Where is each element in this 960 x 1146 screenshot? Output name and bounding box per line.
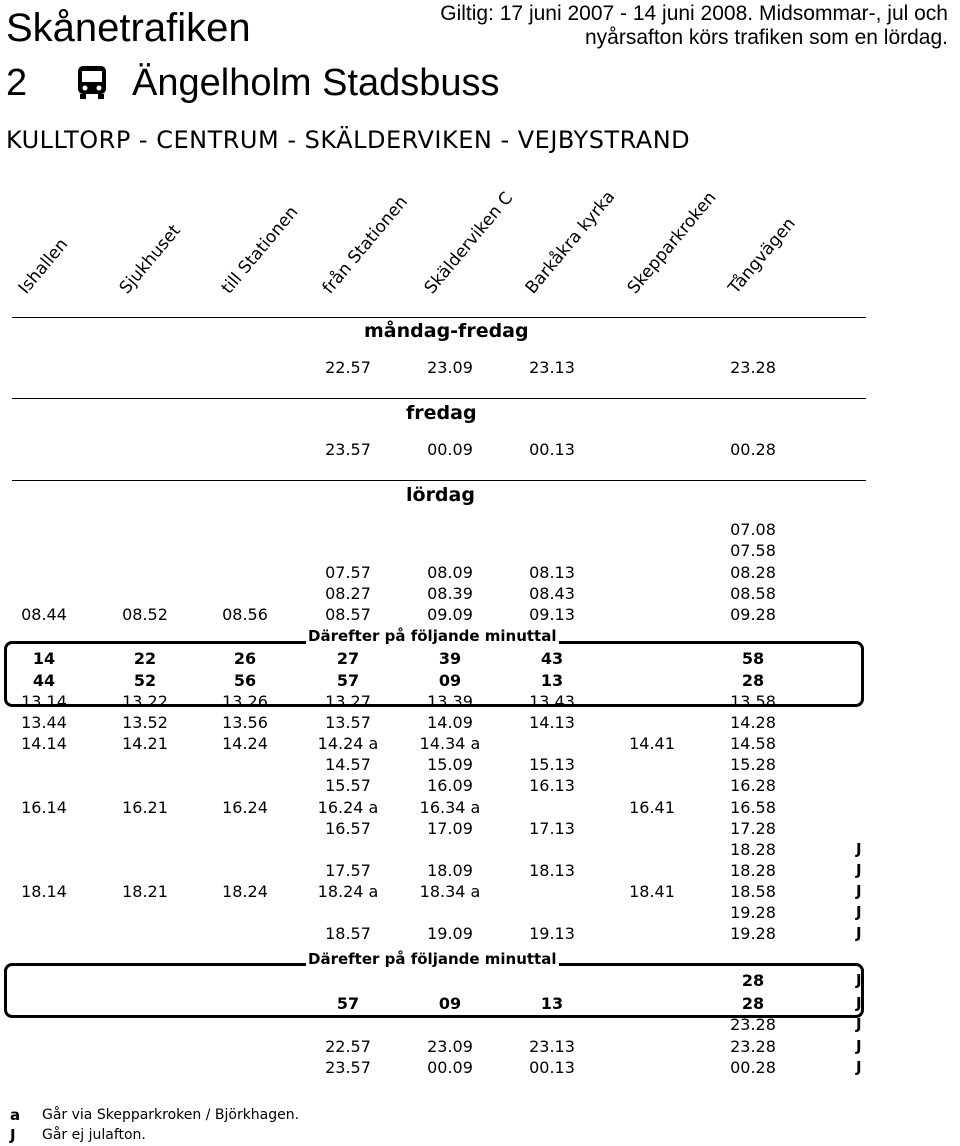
stop-header: Barkåkra kyrka bbox=[521, 187, 620, 298]
time-cell: 08.57 bbox=[325, 605, 371, 625]
time-cell: 18.21 bbox=[122, 881, 168, 901]
note-marker: J bbox=[856, 903, 862, 921]
time-cell: 08.43 bbox=[529, 583, 575, 603]
time-cell: 16.13 bbox=[529, 776, 575, 796]
time-cell: 08.09 bbox=[427, 562, 473, 582]
time-cell: 23.28 bbox=[730, 358, 776, 377]
time-cell: 13.27 bbox=[325, 692, 371, 711]
footnote-symbol: J bbox=[10, 1126, 16, 1144]
time-cell: 43 bbox=[540, 649, 564, 668]
note-marker: J bbox=[856, 971, 862, 989]
time-cell: 13.39 bbox=[427, 692, 473, 711]
time-cell: 14.57 bbox=[325, 755, 371, 775]
time-cell: 16.34 a bbox=[419, 797, 481, 817]
time-cell: 13.58 bbox=[730, 692, 776, 711]
time-cell: 13.44 bbox=[21, 713, 67, 733]
time-cell: 17.09 bbox=[427, 818, 473, 838]
time-cell: 56 bbox=[233, 671, 257, 690]
time-cell: 17.28 bbox=[730, 818, 776, 838]
time-cell: 44 bbox=[32, 671, 56, 690]
time-cell: 07.57 bbox=[325, 562, 371, 582]
divider bbox=[12, 317, 866, 318]
time-cell: 22.57 bbox=[325, 358, 371, 377]
time-cell: 08.58 bbox=[730, 583, 776, 603]
time-cell: 14 bbox=[32, 649, 56, 668]
note-marker: J bbox=[856, 1058, 862, 1076]
time-cell: 18.09 bbox=[427, 860, 473, 880]
time-cell: 09 bbox=[438, 993, 462, 1013]
time-cell: 09.13 bbox=[529, 605, 575, 625]
section-title-weekday: måndag-fredag bbox=[364, 320, 529, 342]
time-cell: 14.14 bbox=[21, 734, 67, 754]
line-name: Ängelholm Stadsbuss bbox=[132, 62, 500, 104]
time-cell: 52 bbox=[133, 671, 157, 690]
note-marker: J bbox=[856, 1036, 862, 1055]
time-cell: 13.26 bbox=[222, 692, 268, 711]
time-cell: 13.22 bbox=[122, 692, 168, 711]
time-cell: 57 bbox=[336, 993, 360, 1013]
time-cell: 22 bbox=[133, 649, 157, 668]
time-cell: 18.28 bbox=[730, 860, 776, 880]
stop-header: Ishallen bbox=[14, 234, 73, 298]
footnote-text: Går via Skepparkroken / Björkhagen. bbox=[42, 1107, 300, 1123]
time-cell: 16.21 bbox=[122, 797, 168, 817]
brand-name: Skånetrafiken bbox=[6, 6, 251, 50]
time-cell: 23.28 bbox=[730, 1036, 776, 1056]
time-cell: 00.09 bbox=[427, 440, 473, 459]
time-cell: 18.24 a bbox=[317, 881, 379, 901]
time-cell: 16.57 bbox=[325, 818, 371, 838]
stop-header: till Stationen bbox=[217, 202, 303, 298]
time-cell: 16.14 bbox=[21, 797, 67, 817]
time-cell: 13.52 bbox=[122, 713, 168, 733]
time-cell: 07.08 bbox=[730, 520, 776, 539]
time-cell: 15.57 bbox=[325, 776, 371, 796]
note-marker: J bbox=[856, 993, 862, 1012]
time-cell: 14.21 bbox=[122, 734, 168, 754]
time-cell: 23.57 bbox=[325, 1058, 371, 1077]
time-cell: 16.41 bbox=[629, 797, 675, 817]
time-cell: 16.28 bbox=[730, 776, 776, 796]
time-cell: 14.13 bbox=[529, 713, 575, 733]
time-cell: 57 bbox=[336, 671, 360, 690]
time-cell: 18.28 bbox=[730, 839, 776, 859]
time-cell: 08.39 bbox=[427, 583, 473, 603]
time-cell: 13.56 bbox=[222, 713, 268, 733]
time-cell: 16.24 a bbox=[317, 797, 379, 817]
time-cell: 28 bbox=[741, 993, 765, 1013]
line-number: 2 bbox=[6, 62, 28, 104]
note-marker: J bbox=[856, 860, 862, 879]
stop-header: Skepparkroken bbox=[623, 188, 721, 298]
time-cell: 16.58 bbox=[730, 797, 776, 817]
time-cell: 08.28 bbox=[730, 562, 776, 582]
time-cell: 13.43 bbox=[529, 692, 575, 711]
note-marker: J bbox=[856, 839, 862, 858]
time-cell: 14.28 bbox=[730, 713, 776, 733]
time-cell: 13.57 bbox=[325, 713, 371, 733]
time-cell: 00.28 bbox=[730, 440, 776, 459]
time-cell: 07.58 bbox=[730, 541, 776, 561]
time-cell: 14.34 a bbox=[419, 734, 481, 754]
time-cell: 23.09 bbox=[427, 1036, 473, 1056]
time-cell: 14.24 a bbox=[317, 734, 379, 754]
time-cell: 09.28 bbox=[730, 605, 776, 625]
footnote-symbol: a bbox=[10, 1106, 21, 1124]
time-cell: 14.58 bbox=[730, 734, 776, 754]
time-cell: 16.24 bbox=[222, 797, 268, 817]
time-cell: 19.13 bbox=[529, 924, 575, 944]
time-cell: 28 bbox=[741, 671, 765, 690]
time-cell: 23.28 bbox=[730, 1015, 776, 1034]
time-cell: 15.09 bbox=[427, 755, 473, 775]
time-cell: 13.14 bbox=[21, 692, 67, 711]
divider bbox=[12, 480, 866, 481]
time-cell: 27 bbox=[336, 649, 360, 668]
note-marker: J bbox=[856, 924, 862, 943]
stop-header: Tångvägen bbox=[724, 213, 800, 298]
time-cell: 14.09 bbox=[427, 713, 473, 733]
time-cell: 18.14 bbox=[21, 881, 67, 901]
bus-icon bbox=[74, 62, 110, 102]
validity-text: Giltig: 17 juni 2007 - 14 juni 2008. Midsommar-, jul och nyårsafton körs trafiken som en lördag. bbox=[440, 2, 948, 49]
time-cell: 19.09 bbox=[427, 924, 473, 944]
note-marker: J bbox=[856, 1015, 862, 1033]
interval-caption: Därefter på följande minuttal bbox=[308, 950, 557, 968]
time-cell: 08.44 bbox=[21, 605, 67, 625]
time-cell: 15.13 bbox=[529, 755, 575, 775]
time-cell: 08.56 bbox=[222, 605, 268, 625]
time-cell: 18.24 bbox=[222, 881, 268, 901]
time-cell: 23.57 bbox=[325, 440, 371, 459]
time-cell: 00.13 bbox=[529, 440, 575, 459]
time-cell: 16.09 bbox=[427, 776, 473, 796]
time-cell: 14.24 bbox=[222, 734, 268, 754]
section-title-saturday: lördag bbox=[406, 484, 475, 506]
footnote-text: Går ej julafton. bbox=[42, 1127, 146, 1143]
time-cell: 58 bbox=[741, 649, 765, 668]
stop-header: Sjukhuset bbox=[115, 221, 185, 298]
time-cell: 23.13 bbox=[529, 1036, 575, 1056]
time-cell: 00.13 bbox=[529, 1058, 575, 1077]
time-cell: 00.09 bbox=[427, 1058, 473, 1077]
time-cell: 14.41 bbox=[629, 734, 675, 754]
time-cell: 00.28 bbox=[730, 1058, 776, 1077]
time-cell: 09.09 bbox=[427, 605, 473, 625]
time-cell: 09 bbox=[438, 671, 462, 690]
time-cell: 22.57 bbox=[325, 1036, 371, 1056]
time-cell: 23.13 bbox=[529, 358, 575, 377]
time-cell: 13 bbox=[540, 671, 564, 690]
time-cell: 08.27 bbox=[325, 583, 371, 603]
time-cell: 18.41 bbox=[629, 881, 675, 901]
time-cell: 39 bbox=[438, 649, 462, 668]
divider bbox=[12, 398, 866, 399]
time-cell: 18.34 a bbox=[419, 881, 481, 901]
stop-header: Skälderviken C bbox=[420, 188, 518, 298]
time-cell: 15.28 bbox=[730, 755, 776, 775]
time-cell: 28 bbox=[741, 971, 765, 990]
time-cell: 17.57 bbox=[325, 860, 371, 880]
route-title: KULLTORP - CENTRUM - SKÄLDERVIKEN - VEJBYSTRAND bbox=[6, 126, 691, 154]
time-cell: 13 bbox=[540, 993, 564, 1013]
time-cell: 26 bbox=[233, 649, 257, 668]
note-marker: J bbox=[856, 881, 862, 900]
time-cell: 17.13 bbox=[529, 818, 575, 838]
time-cell: 08.13 bbox=[529, 562, 575, 582]
time-cell: 19.28 bbox=[730, 924, 776, 944]
time-cell: 18.58 bbox=[730, 881, 776, 901]
interval-caption: Därefter på följande minuttal bbox=[308, 627, 557, 645]
section-title-friday: fredag bbox=[406, 402, 477, 424]
time-cell: 19.28 bbox=[730, 903, 776, 922]
time-cell: 08.52 bbox=[122, 605, 168, 625]
time-cell: 18.57 bbox=[325, 924, 371, 944]
time-cell: 18.13 bbox=[529, 860, 575, 880]
time-cell: 23.09 bbox=[427, 358, 473, 377]
stop-header: från Stationen bbox=[318, 192, 412, 298]
